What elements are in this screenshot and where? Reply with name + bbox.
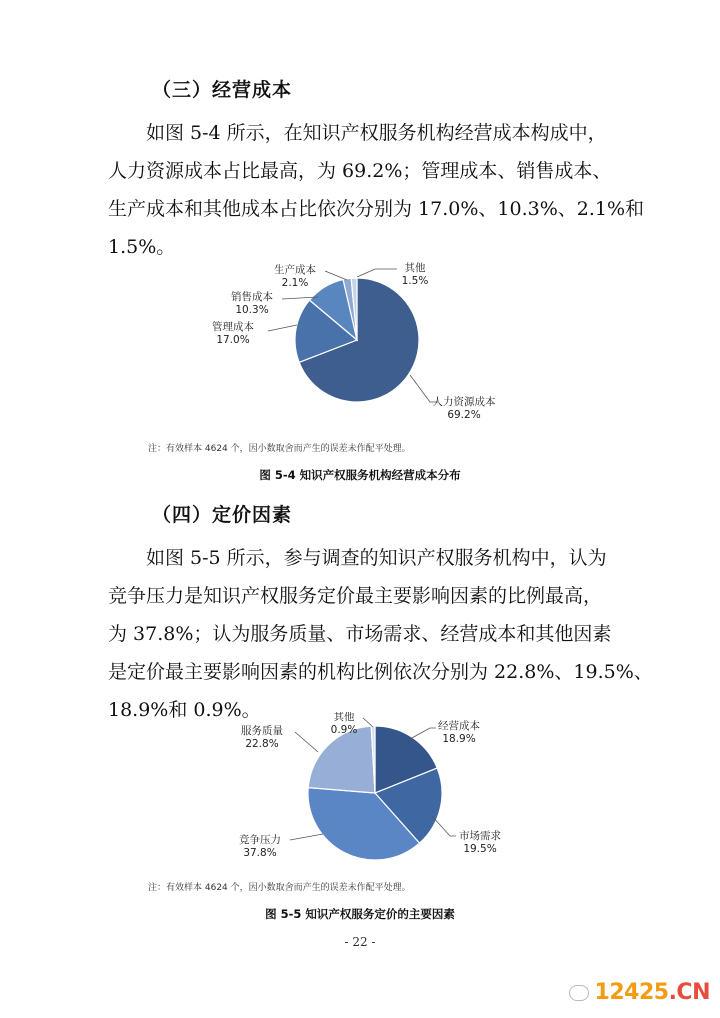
- slice-value-2: 10.3%: [235, 304, 269, 316]
- slice-label-2: 竞争压力: [239, 834, 281, 846]
- slice-label-3: 服务质量: [241, 725, 283, 737]
- watermark-site: 12425.CN: [594, 980, 710, 1005]
- watermark: [569, 980, 710, 1005]
- pie-chart-operating-cost: [0, 255, 720, 440]
- slice-value-2: 37.8%: [243, 847, 277, 859]
- slice-value-4: 1.5%: [401, 275, 429, 287]
- slice-label-2: 销售成本: [231, 291, 273, 303]
- pie-slice-3: [308, 726, 375, 793]
- leader-line-0: [410, 728, 436, 739]
- leader-line-4: [357, 269, 397, 277]
- section-heading-pricing-factors: （四）定价因素: [152, 504, 293, 526]
- paragraph-line: 竞争压力是知识产权服务定价最主要影响因素的比例最高，: [108, 585, 603, 607]
- chart-note: 注：有效样本 4624 个，因小数取舍而产生的误差未作配平处理。: [148, 444, 411, 454]
- page-number: - 22 -: [344, 935, 376, 949]
- slice-value-1: 19.5%: [463, 843, 497, 855]
- paragraph-line: 人力资源成本占比最高，为 69.2%；管理成本、销售成本、: [108, 160, 612, 182]
- pie-chart-pricing-factors: [0, 712, 720, 872]
- paragraph-line: 1.5%。: [108, 236, 176, 258]
- paragraph-line: 18.9%和 0.9%。: [108, 699, 261, 721]
- leader-line-3: [325, 271, 347, 280]
- paragraph-line: 是定价最主要影响因素的机构比例依次分别为 22.8%、19.5%、: [108, 661, 653, 683]
- slice-label-1: 市场需求: [459, 830, 501, 842]
- section-heading-operating-cost: （三）经营成本: [152, 79, 293, 101]
- figure-caption: 图 5-4 知识产权服务机构经营成本分布: [259, 468, 461, 482]
- slice-label-4: 其他: [404, 262, 426, 274]
- leader-line-4: [363, 718, 373, 727]
- leader-line-3: [295, 732, 318, 752]
- figure-caption: 图 5-5 知识产权服务定价的主要因素: [265, 907, 455, 921]
- slice-label-0: 经营成本: [438, 720, 480, 732]
- slice-label-1: 管理成本: [212, 321, 254, 333]
- chart-note: 注：有效样本 4624 个，因小数取舍而产生的误差未作配平处理。: [148, 883, 411, 893]
- paragraph-operating-cost: [108, 114, 645, 266]
- leader-line-2: [290, 834, 323, 840]
- slice-value-3: 2.1%: [281, 277, 309, 289]
- leader-line-1: [268, 325, 297, 331]
- slice-value-3: 22.8%: [245, 738, 279, 750]
- slice-value-1: 17.0%: [216, 334, 250, 346]
- paragraph-pricing-factors: [108, 539, 653, 729]
- slice-label-0: 人力资源成本: [432, 396, 496, 408]
- slice-label-3: 生产成本: [274, 264, 316, 276]
- paragraph-line: 生产成本和其他成本占比依次分别为 17.0%、10.3%、2.1%和: [108, 198, 645, 220]
- paragraph-line: 如图 5-5 所示，参与调查的知识产权服务机构中，认为: [146, 547, 607, 569]
- paragraph-line: 如图 5-4 所示，在知识产权服务机构经营成本构成中，: [146, 122, 607, 144]
- slice-label-4: 其他: [333, 712, 355, 723]
- chat-icon: [569, 985, 589, 1001]
- paragraph-line: 为 37.8%；认为服务质量、市场需求、经营成本和其他因素: [108, 623, 612, 645]
- slice-value-0: 18.9%: [442, 733, 476, 745]
- slice-value-4: 0.9%: [330, 724, 358, 736]
- slice-value-0: 69.2%: [447, 409, 481, 421]
